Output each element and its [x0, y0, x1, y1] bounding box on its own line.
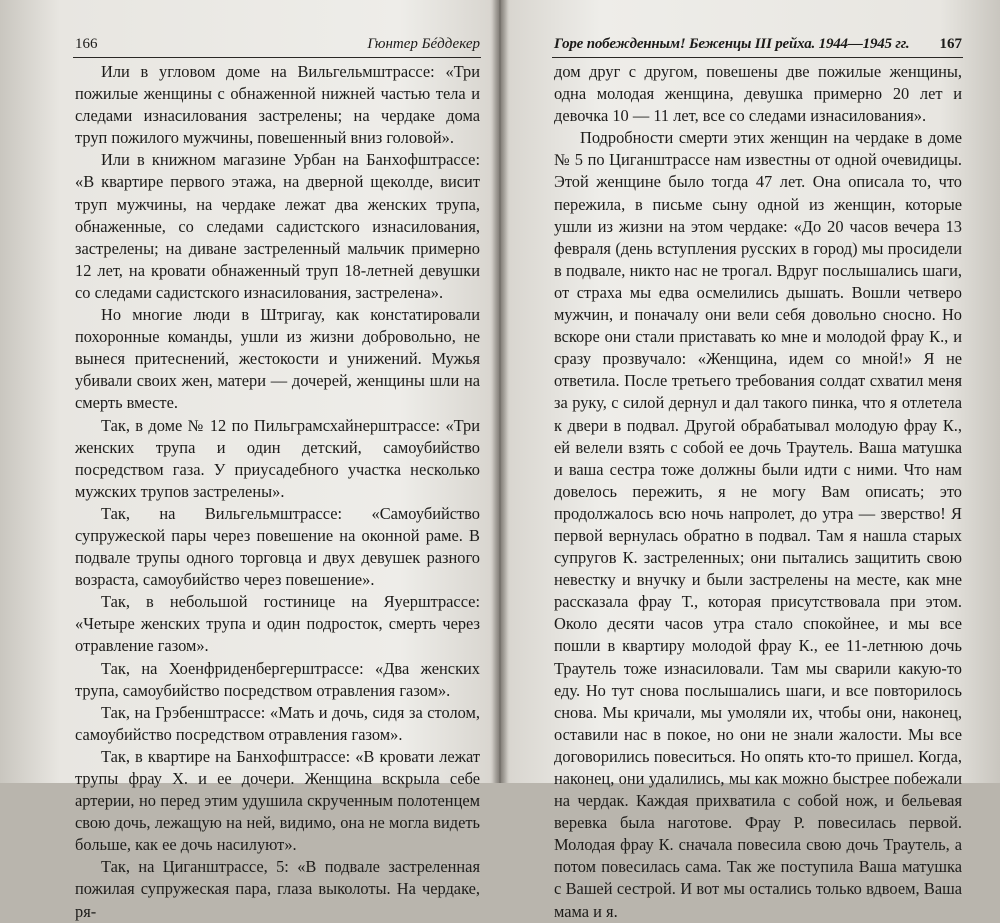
paragraph: Подробности смерти этих женщин на чердаке в доме № 5 по Циганштрассе нам известны от одной очевидицы. Этой женщине было тогда 47 лет. Она описала то, что пережила, в письме сыну одной из женщин, которые ушли из жизни на этом чердаке: «До 20 часов вечера 13 февраля (день вступления русских в город) мы просидели в подвале, никто нас не трогал. Вдруг послышались шаги, от страха мы едва осмелились дышать. Вошли четверо мужчин, и поначалу они вели себя довольно сносно. Но вскоре они стали приставать ко мне и молодой фрау К., и сразу прозвучало: «Женщина, идем со мной!» Я не ответила. После третьего требования солдат схватил меня за руку, с силой дернул и дал такого пинка, что я отлетела к двери в подвал. Другой обрабатывал молодую фрау К., ей велели взять с собой ее дочь Траутель. Ваша матушка и ваша сестра тоже должны были идти с ними. Что нам довелось пережить, я не могу Вам описать; это продолжалось всю ночь напролет, до утра — зверство! Я первой вернулась обратно в подвал. Там я нашла старых супругов К. застреленных; они пытались защитить свою невестку и внучку и были застрелены на месте, как мне рассказала фрау Т., которая присутствовала при этом. Около десяти часов утра стало спокойнее, и мы все пошли в квартиру молодой фрау К., ее 11-летнюю дочь Траутель тоже изнасиловали. Там мы сварили какую-то еду. Но тут снова послышались шаги, и все повторилось снова. Мы кричали, мы умоляли их, чтобы они, наконец, оставили нас в покое, но они не знали жалости. Мы все договорились повеситься. Но опять кто-то пришел. Когда, наконец, они удалились, мы как можно быстрее побежали на чердак. Каждая прихватила с собой нож, и бельевая веревка была наготове. Фрау Р. повесилась первой. Молодая фрау К. сначала повесила свою дочь Траутель, а потом повесилась сама. Так же поступила Ваша матушка с Вашей сестрой. И вот мы остались только вдвоем, Ваша мама и я.: [554, 128, 962, 921]
paragraph: дом друг с другом, повешены две пожилые женщины, одна молодая женщина, девушка примерно 20 лет и девочка 10 — 11 лет, все со следами изнасилования».: [554, 62, 962, 126]
left-page-number: 166: [75, 36, 98, 52]
paragraph: Так, на Циганштрассе, 5: «В подвале застреленная пожилая супружеская пара, глаза выколоты. На чердаке, ря-: [75, 857, 480, 921]
paragraph: Так, на Грэбенштрассе: «Мать и дочь, сидя за столом, самоубийство посредством отравления газом».: [75, 702, 480, 744]
right-running-head: [554, 31, 962, 53]
right-page: [501, 0, 1000, 921]
paragraph: Так, в квартире на Банхофштрассе: «В кровати лежат трупы фрау Х. и ее дочери. Женщина вскрыла себе артерии, но перед этим удушила скрученным полотенцем свою дочь, лежащую на ней, видимо, она не могла видеть больше, как ее дочь насилуют».: [75, 746, 480, 855]
paragraph: Так, в доме № 12 по Пильграмсхайнерштрассе: «Три женских трупа и один детский, самоубийство посредством газа. У приусадебного участка несколько мужских трупов застрелены».: [75, 415, 480, 501]
left-running-head: [75, 31, 480, 53]
paragraph: Так, на Вильгельмштрассе: «Самоубийство супружеской пары через повешение на оконной раме. В подвале трупы одного торговца и двух девушек разного возраста, самоубийство через повешение».: [75, 503, 480, 590]
right-header-rule: [552, 57, 963, 58]
left-page-text: [75, 61, 480, 923]
right-page-number: 167: [939, 36, 962, 52]
left-header-rule: [73, 57, 481, 58]
paragraph: Или в книжном магазине Урбан на Банхофштрассе: «В квартире первого этажа, на дверной щеколде, висит труп мужчины, на чердаке лежат два женских трупа, обнаженные, со следами садистского изнасилования, застрелены; на диване застреленный мальчик примерно 12 лет, на кровати обнаженный труп 18-летней девушки со следами садистского изнасилования, застрелена».: [75, 150, 480, 302]
left-running-title: Гюнтер Бéддекер: [367, 36, 480, 52]
left-page: [0, 0, 499, 921]
paragraph: Или в угловом доме на Вильгельмштрассе: «Три пожилые женщины с обнаженной нижней частью тела и следами изнасилования застрелены; на чердаке дома труп пожилого мужчины, повешенный вниз головой».: [75, 62, 480, 148]
right-page-text: [554, 61, 962, 923]
paragraph: Так, в небольшой гостинице на Яуерштрассе: «Четыре женских трупа и один подросток, смерть через отравление газом».: [75, 592, 480, 656]
paragraph: Но многие люди в Штригау, как констатировали похоронные команды, ушли из жизни добровольно, не вынеся притеснений, жестокости и унижений. Мужья убивали своих жен, матери — дочерей, женщины шли на смерть вместе.: [75, 305, 480, 413]
right-running-title: Горе побежденным! Беженцы III рейха. 1944—1945 гг.: [554, 36, 910, 52]
paragraph: Так, на Хоенфриденбергерштрассе: «Два женских трупа, самоубийство посредством отравления газом».: [75, 658, 480, 700]
